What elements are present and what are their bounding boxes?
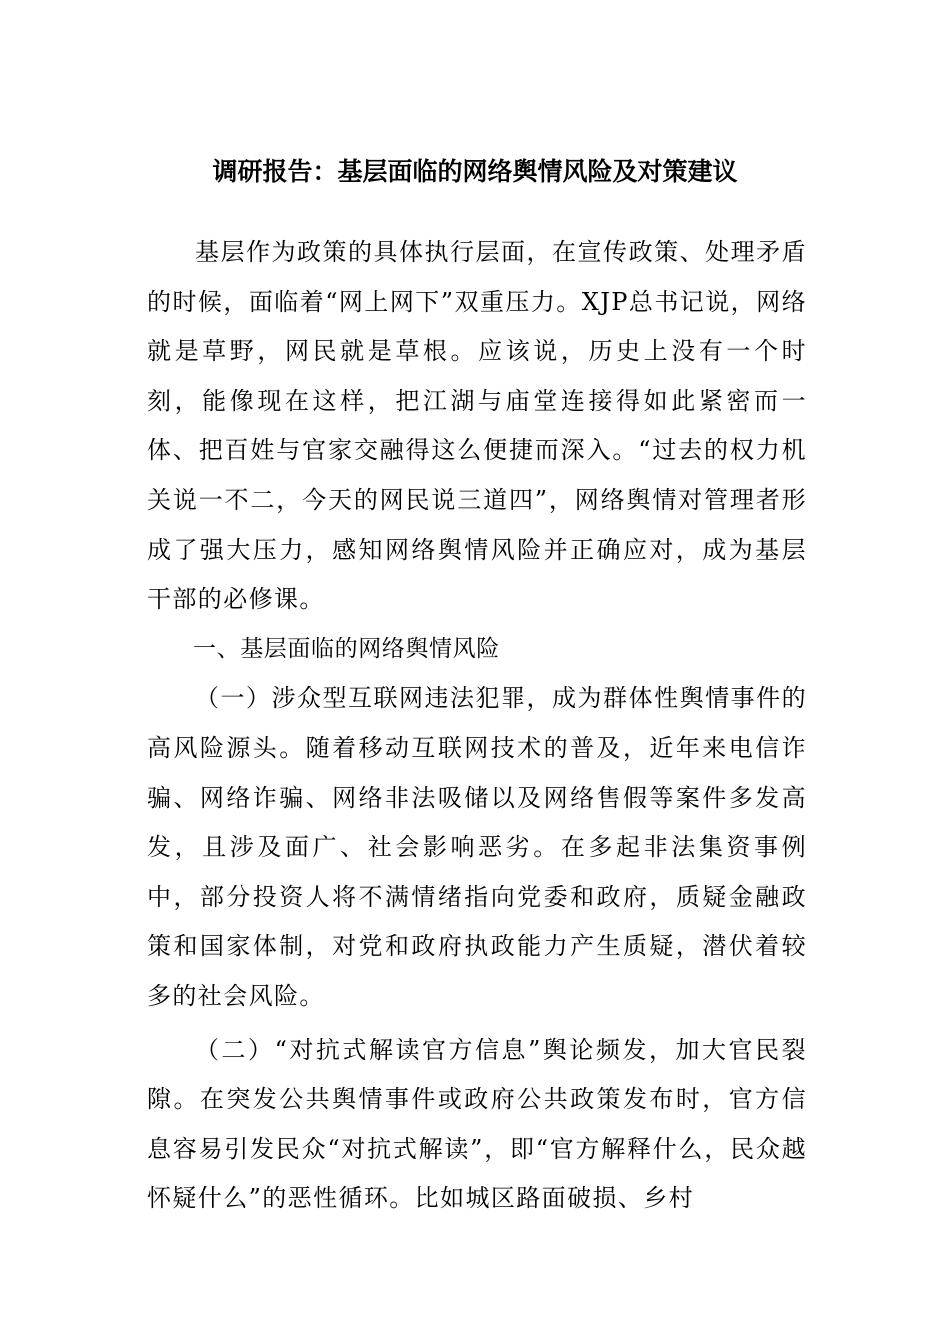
document-body	[147, 228, 807, 1224]
point-1-heading: （一）涉众型互联网违法犯罪，成为群体性舆情事件的高风险源头。	[147, 684, 807, 762]
section-heading: 一、基层面临的网络舆情风险	[193, 635, 500, 662]
point-2-body: 在突发公共舆情事件或政府公共政策发布时，官方信息容易引发民众“对抗式解读”，即“官方解释什么，民众越怀疑什么”的恶性循环。比如城区路面破损、乡村	[147, 1085, 807, 1213]
point-2-heading: （二）“对抗式解读官方信息”舆论频发，加大官民裂隙。	[147, 1035, 807, 1114]
point-2-paragraph	[147, 1026, 807, 1224]
point-1-paragraph	[147, 674, 807, 1021]
document-title: 调研报告：基层面临的网络舆情风险及对策建议	[212, 157, 738, 186]
intro-paragraph: 基层作为政策的具体执行层面，在宣传政策、处理矛盾的时候，面临着“网上网下”双重压力。XJP总书记说，网络就是草野，网民就是草根。应该说，历史上没有一个时刻，能像现在这样，把江湖与庙堂连接得如此紧密而一体、把百姓与官家交融得这么便捷而深入。“过去的权力机关说一不二，今天的网民说三道四”，网络舆情对管理者形成了强大压力，感知网络舆情风险并正确应对，成为基层干部的必修课。	[147, 238, 807, 614]
point-1-body: 随着移动互联网技术的普及，近年来电信诈骗、网络诈骗、网络非法吸储以及网络售假等案件多发高发，且涉及面广、社会影响恶劣。在多起非法集资事例中，部分投资人将不满情绪指向党委和政府，质疑金融政策和国家体制，对党和政府执政能力产生质疑，潜伏着较多的社会风险。	[147, 733, 807, 1010]
